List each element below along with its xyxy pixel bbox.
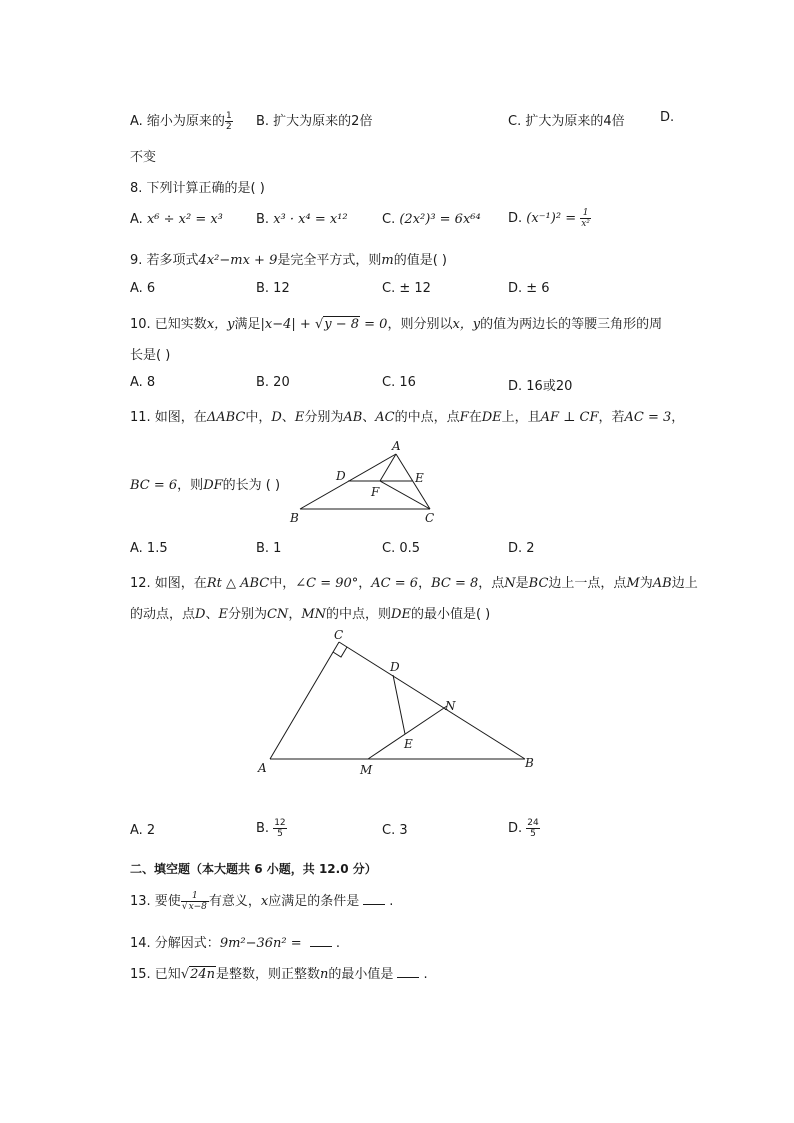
q12-right-triangle-figure: [255, 625, 545, 780]
q8-stem: 8. 下列计算正确的是( ): [130, 181, 265, 196]
q11-label-b: B: [290, 511, 299, 525]
q12-label-e: E: [404, 737, 413, 751]
q11-segment-fc: [380, 481, 430, 509]
q11-option-b: B. 1: [256, 541, 282, 556]
q12-segment-mn: [368, 706, 447, 759]
q15-answer-blank[interactable]: [397, 965, 419, 978]
q12-option-d-fraction: $\frac{24}{5}$: [527, 818, 539, 839]
q11-triangle-figure: [286, 436, 446, 528]
q9-stem: 9. 若多项式4x²−mx + 9是完全平方式，则m的值是( ): [130, 253, 447, 268]
section-2-heading: 二、填空题（本大题共 6 小题，共 12.0 分）: [130, 862, 377, 876]
q11-label-e: E: [415, 471, 424, 485]
q10-option-c: C. 16: [382, 375, 416, 390]
q11-option-c: C. 0.5: [382, 541, 421, 556]
q11-label-d: D: [336, 469, 346, 483]
q14-answer-blank[interactable]: [310, 934, 332, 947]
q12-label-b: B: [525, 756, 534, 770]
q12-label-m: M: [360, 763, 373, 777]
q12-option-a: A. 2: [130, 823, 156, 838]
q11-stem-line1: 11. 如图，在ΔABC中，D、E分别为AB、AC的中点，点F在DE上，且AF ⊥ CF，若AC = 3，: [130, 410, 685, 425]
q7-option-a-fraction: $\frac{1}{2}$: [225, 111, 232, 132]
q12-option-b: B. $\frac{12}{5}$: [256, 818, 286, 839]
q11-option-d: D. 2: [508, 541, 535, 556]
q8-option-d-fraction: $\frac{1}{\text{x²}}$: [581, 208, 590, 229]
q12-option-c: C. 3: [382, 823, 408, 838]
q10-option-b: B. 20: [256, 375, 290, 390]
q9-option-d: D. ± 6: [508, 281, 550, 296]
q11-label-a: A: [392, 439, 401, 453]
q13-fraction: $\frac{1}{√x-8}$: [181, 891, 207, 912]
q8-option-a: A. x⁶ ÷ x² = x³: [130, 212, 223, 227]
q12-stem-line1: 12. 如图，在Rt △ ABC中，∠C = 90°，AC = 6，BC = 8，点N是BC边上一点，点M为AB边上: [130, 576, 698, 591]
q12-side-cb: [339, 642, 525, 759]
q10-option-d: D. 16或20: [508, 379, 573, 394]
q9-option-b: B. 12: [256, 281, 290, 296]
q12-label-a: A: [258, 761, 267, 775]
q12-label-n: N: [445, 699, 456, 713]
q11-stem-line2: BC = 6，则DF的长为 ( ): [130, 478, 281, 493]
q12-label-c: C: [334, 628, 344, 642]
q11-option-a: A. 1.5: [130, 541, 168, 556]
q12-stem-line2: 的动点，点D、E分别为CN，MN的中点，则DE的最小值是( ): [130, 607, 491, 622]
q7-option-d-text: 不变: [130, 150, 157, 165]
q11-label-c: C: [425, 511, 435, 525]
q7-option-c: C. 扩大为原来的4倍: [508, 114, 625, 129]
q11-label-f: F: [371, 485, 380, 499]
q13-answer-blank[interactable]: [363, 892, 385, 905]
q9-option-c: C. ± 12: [382, 281, 431, 296]
q12-segment-de: [393, 675, 405, 734]
q15-stem: 15. 已知√24n是整数，则正整数n的最小值是 .: [130, 967, 428, 982]
q7-option-a: A. 缩小为原来的 $\frac{1}{2}$: [130, 111, 232, 132]
q13-stem: 13. 要使 $\frac{1}{√x-8}$ 有意义，x应满足的条件是 .: [130, 891, 394, 912]
q12-option-d: D. $\frac{24}{5}$: [508, 818, 539, 839]
q10-stem-line1: 10. 已知实数x，y满足|x−4| + √y − 8 = 0，则分别以x，y的值为两边长的等腰三角形的周: [130, 317, 663, 332]
q8-option-b: B. x³ · x⁴ = x¹²: [256, 212, 348, 227]
q10-stem-line2: 长是( ): [130, 348, 171, 363]
q9-option-a: A. 6: [130, 281, 156, 296]
q8-option-c: C. (2x²)³ = 6x⁶⁴: [382, 212, 481, 227]
q12-option-b-fraction: $\frac{12}{5}$: [274, 818, 286, 839]
q7-option-d: D.: [660, 110, 675, 125]
q10-option-a: A. 8: [130, 375, 156, 390]
q12-side-ca: [270, 642, 339, 759]
q14-stem: 14. 分解因式：9m²−36n² = .: [130, 936, 340, 951]
q7-option-b: B. 扩大为原来的2倍: [256, 114, 373, 129]
q8-option-d: D. (x⁻¹)² = $\frac{1}{\text{x²}}$: [508, 208, 590, 229]
q12-label-d: D: [390, 660, 400, 674]
